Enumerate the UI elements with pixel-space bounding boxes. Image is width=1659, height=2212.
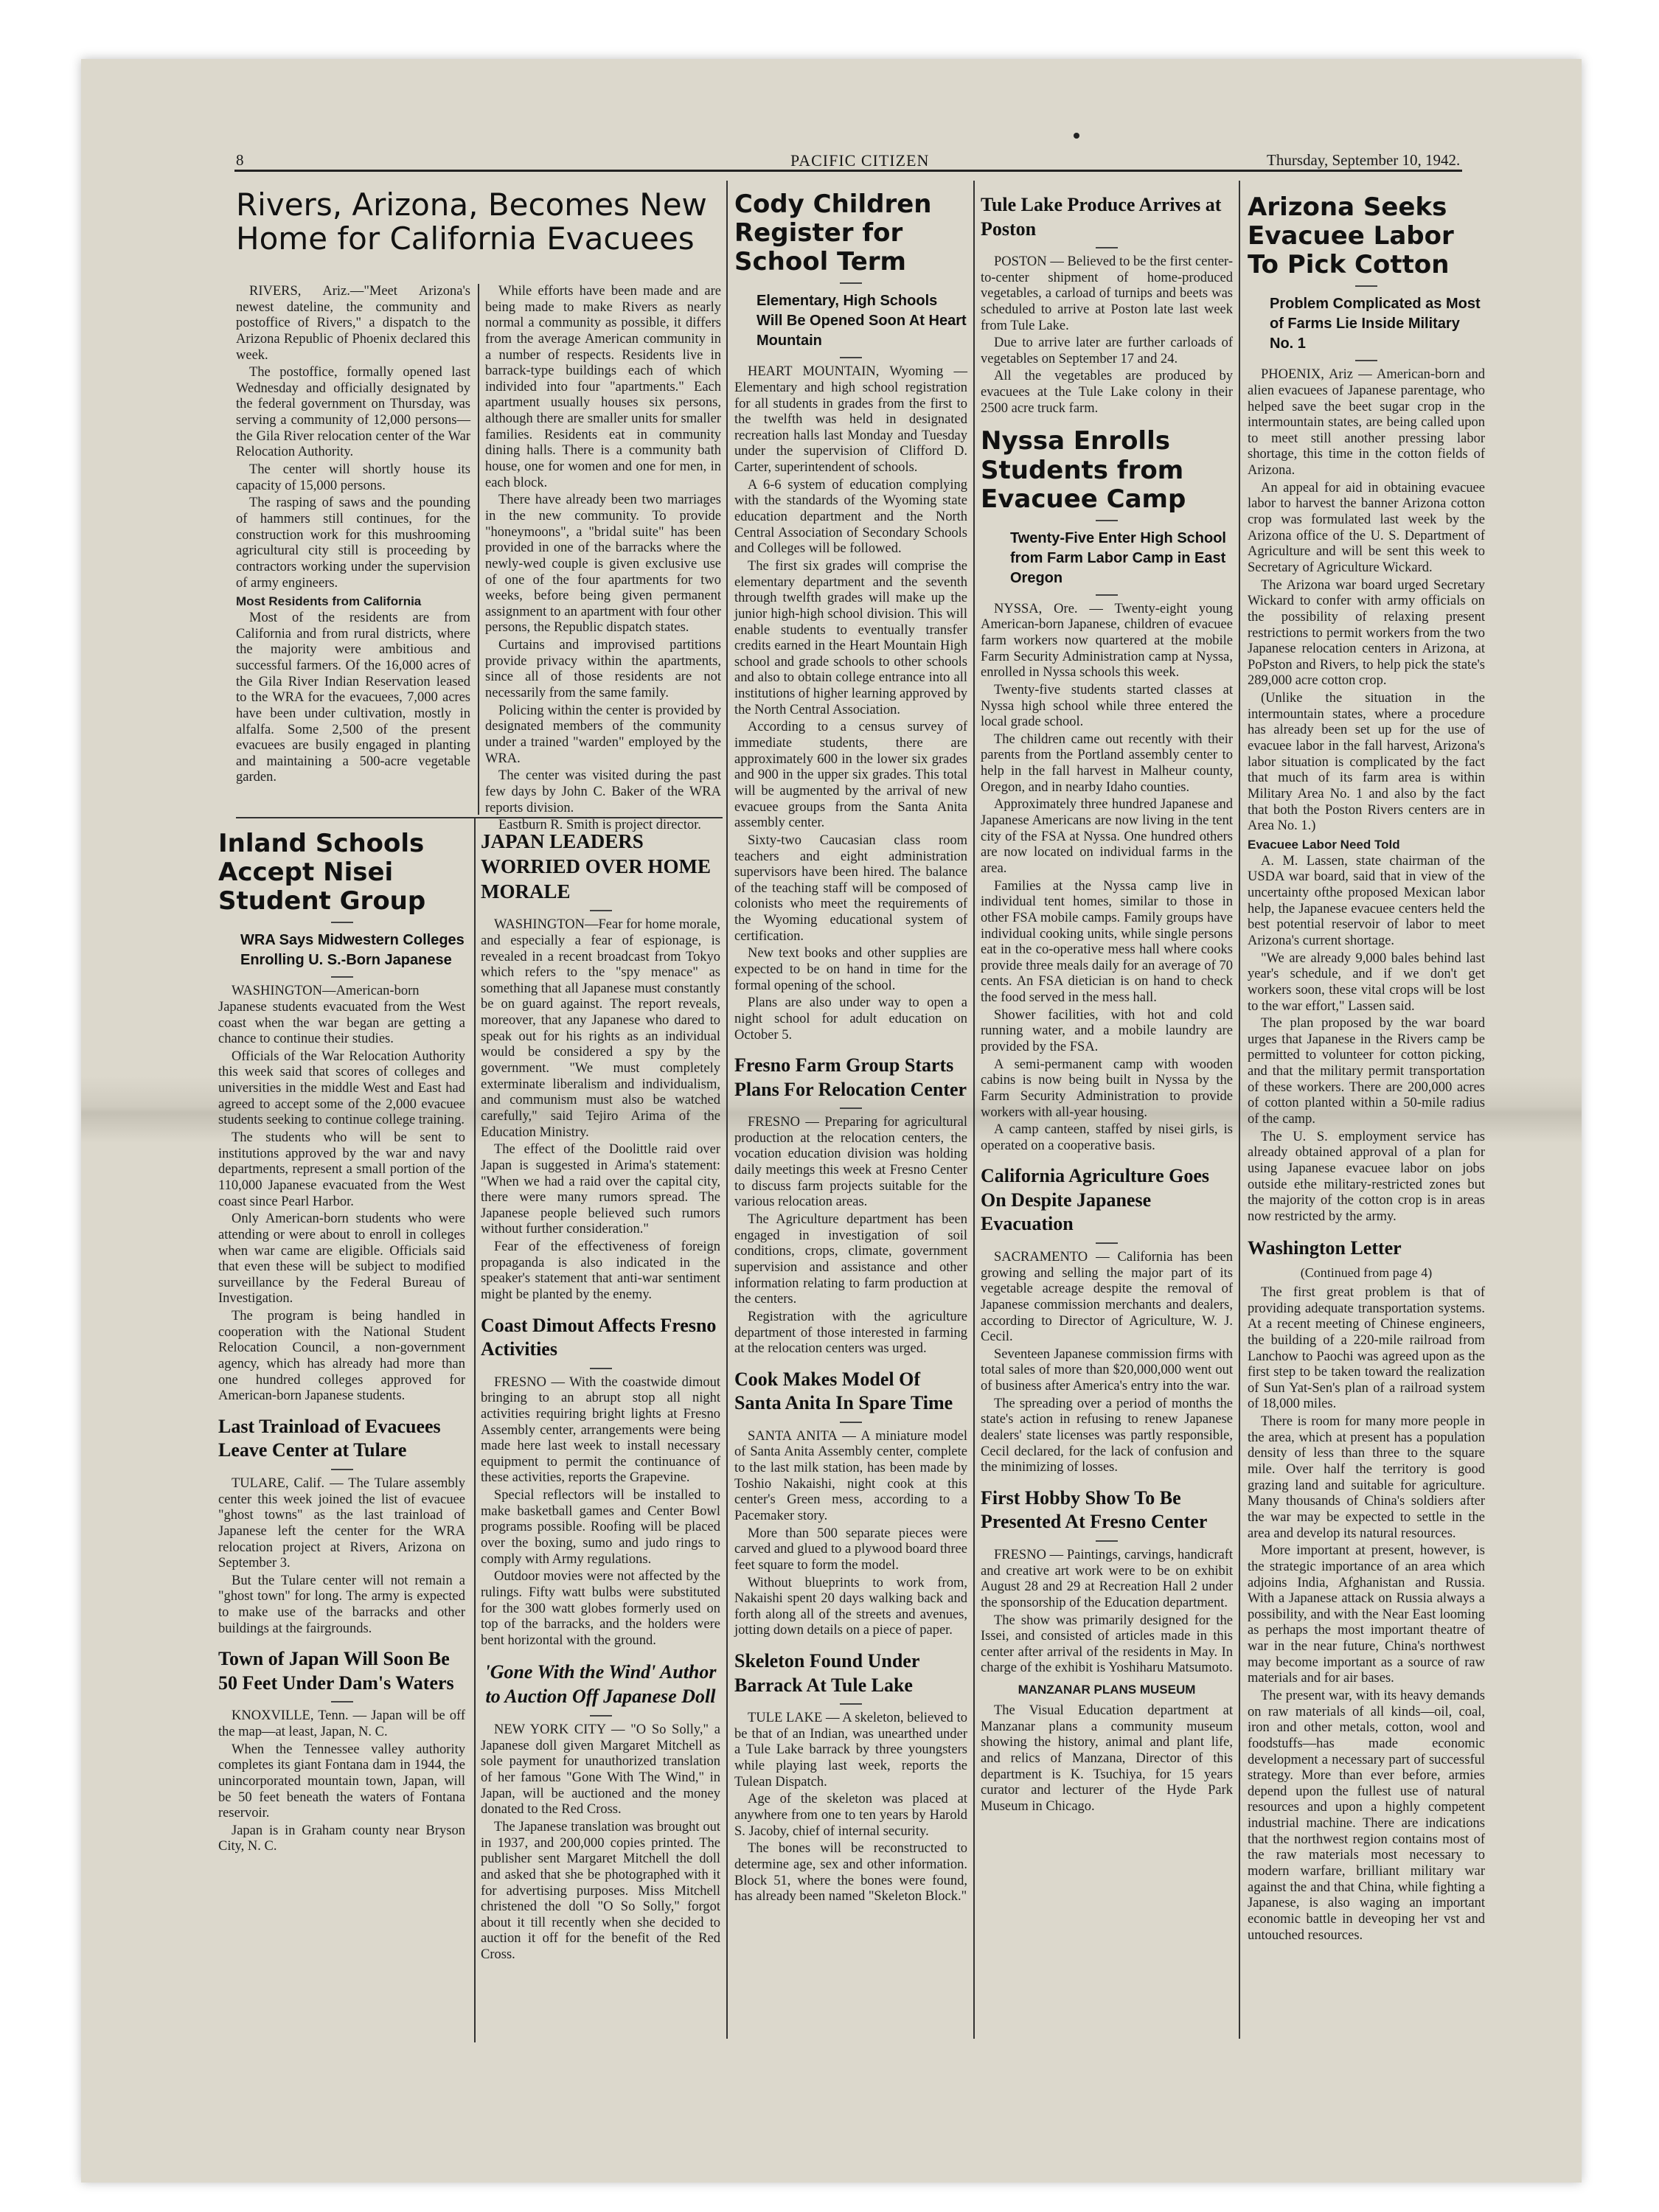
paragraph: SACRAMENTO — California has been growing and selling the major part of its vegetable acreage despite the removal of Japanese commission merchants and dealers, according to Director of Agriculture, W. J. Cecil. [981,1249,1233,1345]
column-rule [478,284,479,815]
divider [1096,1540,1118,1542]
rivers-column-2 [485,284,721,833]
paragraph: The first six grades will comprise the elementary department and the seventh through twelfth grades will make up the junior high-high school division. This will enable students to eventually transfer credits earned in the Heart Mountain High school and grade schools to other schools and also to obtain college entrance into all institutions of higher learning approved by the North Central Association. [734,558,967,717]
column-5 [1248,193,1485,2037]
deck: WRA Says Midwestern Colleges Enrolling U. S.-Born Japanese [240,932,465,969]
paragraph: Registration with the agriculture department of those interested in farming at the relocation centers was urged. [734,1309,967,1357]
paragraph: An appeal for aid in obtaining evacuee labor to harvest the banner Arizona cotton crop was formulated last week by the Arizona office of the U. S. Department of Agriculture and will be sent this week to Secretary of Agriculture Wickard. [1248,480,1485,575]
divider [331,976,353,978]
headline: Last Trainload of Evacuees Leave Center at Tulare [218,1415,441,1461]
paragraph: FRESNO — Paintings, carvings, handicraft and creative art work were to be on exhibit August 28 and 29 at Recreation Hall 2 under the sponsorship of the Education department. [981,1547,1233,1610]
divider [840,282,862,284]
paragraph: The postoffice, formally opened last Wednesday and officially designated by the federal government on Thursday, was serving a community of 12,000 persons—the Gila River relocation center of the War Relocation Authority. [236,365,470,460]
paragraph: A semi-permanent camp with wooden cabins is now being built in Nyssa by the Farm Security Administration to provide workers with all-year housing. [981,1057,1233,1120]
divider [590,1715,612,1717]
paragraph: The program is being handled in cooperation with the National Student Relocation Council, a non-government agency, which has already had more than one hundred colleges approved for American-born Japanese students. [218,1309,465,1404]
paragraph: According to a census survey of immediate students, there are approximately 600 in the lower six grades and 900 in the upper six grades. This total will be augmented by the arrival of new evacuee groups from the Santa Anita assembly center. [734,720,967,831]
paragraph: Only American-born students who were attending or were about to enroll in colleges when war came are eligible. Officials said that even these will be subject to modified surveillance by the Federal Bureau of Investigation. [218,1211,465,1307]
paragraph: Shower facilities, with hot and cold running water, and a mobile laundry are provided by the FSA. [981,1007,1233,1054]
continued-note: (Continued from page 4) [1300,1265,1433,1280]
paragraph: Curtains and improvised partitions provide privacy within the apartments, since all of those residents are not necessarily from the same family. [485,638,721,701]
divider [1096,247,1118,248]
headline: Washington Letter [1248,1237,1402,1259]
paragraph: The effect of the Doolittle raid over Japan is suggested in Arima's statement: "When we had a raid over the capital city, there were many rumors spread. The Japanese people believed such rumors without further consideration." [481,1142,720,1237]
divider [1355,285,1377,287]
paragraph: Twenty-five students started classes at Nyssa high school while three entered the local grade school. [981,682,1233,730]
headline: Nyssa Enrolls Students from Evacuee Camp [981,426,1186,514]
paragraph: Without blueprints to work from, Nakaishi spent 20 days walking back and forth along all of the streets and avenues, jotting down details on a piece of paper. [734,1575,967,1638]
paragraph: PHOENIX, Ariz — American-born and alien evacuees of Japanese parentage, who helped save the beet sugar crop in the intermountain states, are being called upon to meet still another pressing labor shortage, this time in the cotton fields of Arizona. [1248,367,1485,479]
headline: Cook Makes Model Of Santa Anita In Spare Time [734,1368,953,1414]
divider [1096,520,1118,521]
paragraph: The bones will be reconstructed to determine age, sex and other information. Block 51, where the bones were found, has already been named "Skeleton Block." [734,1841,967,1905]
paragraph: There is room for many more people in the area, which at present has a population density of less than three to the square mile. Over half the territory is good grazing land and suitable for agriculture. Many thousands of China's soldiers after the war may be expected to settle in the area and develop its natural resources. [1248,1414,1485,1541]
headline: Inland Schools Accept Nisei Student Group [218,829,426,917]
paragraph: Officials of the War Relocation Authority this week said that scores of colleges and universities in the middle West and East had agreed to accept some of the 2,000 evacuee students seeking to continue college training. [218,1048,465,1128]
paragraph: HEART MOUNTAIN, Wyoming —Elementary and high school registration for all students in grades from the first to the twelfth was held in designated recreation halls last Monday and Tuesday under the supervision of Clifford D. Carter, superintendent of schools. [734,364,967,476]
paragraph: The show was primarily designed for the Issei, and consisted of articles made in this center after arrival of the residents in May. In charge of the exhibit is Yoshiharu Matsumoto. [981,1613,1233,1676]
divider [840,1107,862,1109]
paragraph: The first great problem is that of providing adequate transportation systems. At a recent meeting of Chinese engineers, the building of a 220-mile railroad from Lanchow to Paochi was agreed upon as the first step to be taken toward the realization of Sun Yat-Sen's plan of a railroad system of 18,000 miles. [1248,1284,1485,1412]
headline: First Hobby Show To Be Presented At Fresno Center [981,1486,1208,1533]
headline: JAPAN LEADERS WORRIED OVER HOME MORALE [481,830,712,902]
column-2-lower [481,830,720,2039]
rivers-article [236,188,723,256]
headline: Tule Lake Produce Arrives at Poston [981,194,1222,240]
deck: Twenty-Five Enter High School from Farm Labor Camp in East Oregon [1010,529,1226,586]
column-4 [981,193,1233,2037]
headline: Town of Japan Will Soon Be 50 Feet Under Dam's Waters [218,1648,454,1694]
paragraph: Approximately three hundred Japanese and Japanese Americans are now living in the tent city of the FSA at Nyssa. One hundred others are now located on individual farms in the area. [981,797,1233,876]
paragraph: But the Tulare center will not remain a "ghost town" for long. The army is expected to make use of the barracks and other buildings at the fairgrounds. [218,1573,465,1636]
paragraph: RIVERS, Ariz.—"Meet Arizona's newest dateline, the community and postoffice of Rivers," a dispatch to the Arizona Republic of Phoenix declared this week. [236,284,470,363]
paragraph: Outdoor movies were not affected by the rulings. Fifty watt bulbs were substituted for the 300 watt globes formerly used on top of the barracks, and the holders were bent horizontal with the ground. [481,1569,720,1648]
paragraph: NYSSA, Ore. — Twenty-eight young American-born Japanese, children of evacuee farm workers now quartered at the mobile Farm Security Administration camp at Nyssa, enrolled in Nyssa schools this week. [981,601,1233,681]
column-rule [973,181,975,2039]
paragraph: The center will shortly house its capacity of 15,000 persons. [236,462,470,493]
paragraph: KNOXVILLE, Tenn. — Japan will be off the map—at least, Japan, N. C. [218,1708,465,1739]
divider [840,1703,862,1705]
divider [590,910,612,911]
column-3 [734,190,967,2034]
headline: Rivers, Arizona, Becomes New Home for California Evacuees [236,187,707,257]
paragraph: The Arizona war board urged Secretary Wickard to confer with army officials on the possibility of relaxing present restrictions to permit workers from the two Japanese relocation centers in Arizona, at PoPston and Rivers, to help pick the state's 289,000 acre cotton crop. [1248,577,1485,689]
paragraph: TULE LAKE — A skeleton, believed to be that of an Indian, was unearthed under a Tule Lake barrack by three youngsters while playing last week, reports the Tulean Dispatch. [734,1711,967,1790]
paragraph: More than 500 separate pieces were carved and glued to a plywood board three feet square to form the model. [734,1526,967,1573]
headline: Fresno Farm Group Starts Plans For Relocation Center [734,1054,967,1100]
paragraph: The spreading over a period of months the state's action in refusing to renew Japanese dealers' state licenses was partly responsible, Cecil declared, for the lack of confusion and the minimizing of losses. [981,1396,1233,1475]
paragraph: Families at the Nyssa camp live in individual tent homes, similar to those in other FSA mobile camps. Family groups have individual cooking units, while single persons eat in the co-operative mess hall where cooks provide three meals daily for an average of 70 cents. An FSA dietician is on hand to check the food served in the mess hall. [981,878,1233,1006]
paragraph: WASHINGTON—Fear for home morale, and especially a fear of espionage, is revealed in a recent broadcast from Tokyo which refers to the "spy menace" as something that all Japanese must constantly be on guard against. The report reveals, moreover, that any Japanese who dared to speak out for his rights as an individual would be considered a spy by the government. "We must completely exterminate liberalism and individualism, and communism must also be watched carefully," said Tejiro Arima of the Education Ministry. [481,917,720,1140]
paragraph: FRESNO — Preparing for agricultural production at the relocation centers, the vocation education division was holding daily meetings this week at Fresno Center to discuss farm projects suitable for the various relocation areas. [734,1115,967,1210]
paragraph: The Visual Education department at Manzanar plans a community museum showing the history, animal and plant life, and relics of Manzana, Director of this department is K. Tsuchiya, for 15 years curator and lecturer of the Hyde Park Museum in Chicago. [981,1703,1233,1814]
divider [1096,594,1118,596]
subhead: Most Residents from California [236,594,422,609]
divider [840,357,862,358]
headline: 'Gone With the Wind' Author to Auction Off Japanese Doll [484,1660,717,1708]
paragraph: The Japanese translation was brought out in 1937, and 200,000 copies printed. The publisher sent Margaret Mitchell the doll and asked that she be photographed with it for advertising purposes. Miss Mitchell christened the doll "O So Solly," forgot about it till recently when she decided to auction it off for the benefit of the Red Cross. [481,1819,720,1963]
paragraph: There have already been two marriages in the new community. To provide "honeymoons", a "bridal suite" has been provided in one of the barracks where the newly-wed couple is given exclusive use of one of the four apartments for two weeks, before being given permanent assignment to an apartment with four other persons, the Republic dispatch states. [485,493,721,636]
divider [1096,1242,1118,1244]
paragraph: WASHINGTON—American-born Japanese students evacuated from the West coast when the war began are getting a chance to continue their studies. [218,984,465,1047]
paragraph: FRESNO — With the coastwide dimout bringing to an abrupt stop all night activities requiring bright lights at Fresno Assembly center, arrangements were being made here last week to install necessary equipment to permit the continuance of these activities, reports the Grapevine. [481,1374,720,1486]
punch-hole [1074,133,1079,139]
deck: Elementary, High Schools Will Be Opened Soon At Heart Mountain [757,293,967,349]
subhead: MANZANAR PLANS MUSEUM [1018,1683,1196,1697]
paragraph: The Agriculture department has been engaged in investigation of soil conditions, crops, climate, government supervision and assistance and other information relating to farm production at the centers. [734,1212,967,1307]
paragraph: The students who will be sent to institutions approved by the war and navy departments, represent a small portion of the 110,000 Japanese evacuated from the West coast since Pearl Harbor. [218,1130,465,1209]
deck: Problem Complicated as Most of Farms Lie Inside Military No. 1 [1270,296,1481,352]
divider [840,1422,862,1423]
paragraph: Japan is in Graham county near Bryson City, N. C. [218,1823,465,1854]
paragraph: When the Tennessee valley authority completes its giant Fontana dam in 1944, the unincorporated mountain town, Japan, will be 50 feet beneath the waters of Fontana reservoir. [218,1742,465,1821]
paragraph: Seventeen Japanese commission firms with total sales of more than $20,000,000 went out of business after America's entry into the war. [981,1346,1233,1394]
column-rule [1239,181,1240,2039]
divider [331,922,353,923]
paragraph: (Unlike the situation in the intermountain states, where a procedure has already been set up for the use of evacuee labor in the fall harvest, Arizona's labor situation is complicated by the fact that much of its farm area is within Military Area No. 1 and also by the fact that both the Poston Rivers centers are in Area No. 1.) [1248,691,1485,834]
paragraph: SANTA ANITA — A miniature model of Santa Anita Assembly center, complete to the last milk station, has been made by Toshio Nakaishi, night cook at this center's Green mess, according to a Pacemaker story. [734,1428,967,1523]
divider [1355,360,1377,361]
paragraph: A. M. Lassen, state chairman of the USDA war board, said that in view of the uncertainty ofthe proposed Mexican labor help, the Japanese evacuee centers held the best potential reservoir of labor to meet Arizona's current shortage. [1248,853,1485,948]
paragraph: A camp canteen, staffed by nisei girls, is operated on a cooperative basis. [981,1122,1233,1153]
paragraph: While efforts have been made and are being made to make Rivers as nearly normal a community as possible, it differs from the average American community in a number of respects. Residents live in barrack-type buildings each of which individed into four "apartments." Each apartment usually houses six persons, although there are smaller units for smaller families. Residents eat in community dining halls. There is a community bath house, one for women and one for men, in each block. [485,284,721,490]
divider [331,1469,353,1470]
paragraph: Eastburn R. Smith is project director. [498,818,701,833]
paragraph: Policing within the center is provided by designated members of the community under a trained "warden" employed by the WRA. [485,703,721,766]
headline: Coast Dimout Affects Fresno Activities [481,1314,717,1360]
paragraph: Special reflectors will be installed to make basketball games and Center Bowl programs possible. Roofing will be placed over the boxing, sumo and judo rings to comply with Army regulations. [481,1488,720,1567]
headline: California Agriculture Goes On Despite Japanese Evacuation [981,1165,1210,1235]
paragraph: A 6-6 system of education complying with the standards of the Wyoming state education department and the North Central Association of Secondary Schools and Colleges will be followed. [734,477,967,557]
paragraph: NEW YORK CITY — "O So Solly," a Japanese doll given Margaret Mitchell as sole payment for unauthorized translation of her famous "Gone With The Wind," in Japan, will be auctioned and the money donated to the Red Cross. [481,1722,720,1818]
paragraph: The children came out recently with their parents from the Portland assembly center to help in the fall harvest in Malheur county, Oregon, and in nearby Idaho counties. [981,731,1233,795]
paragraph: More important at present, however, is the strategic importance of an area which adjoins India, Afghanistan and Russia. With a Japanese attack on Russia always a possibility, and with the Near East looming as perhaps the most important theatre of war in the near future, China's northwest may become important as a source of raw materials and for air bases. [1248,1543,1485,1686]
paragraph: The plan proposed by the war board urges that Japanese in the Rivers camp be permitted to volunteer for cotton picking, and that the military permit transportation of these workers. There are 200,000 acres of cotton planted within a 50-mile radius of the camp. [1248,1016,1485,1127]
paragraph: Fear of the effectiveness of foreign propaganda is also indicated in the speaker's statement that anti-war sentiment might be planted by the enemy. [481,1239,720,1302]
paragraph: TULARE, Calif. — The Tulare assembly center this week joined the list of evacuee "ghost towns" as the last trainload of Japanese left the center for the WRA relocation project at Rivers, Arizona on September 3. [218,1475,465,1571]
paper-name: PACIFIC CITIZEN [790,151,930,170]
headline: Cody Children Register for School Term [734,189,932,277]
page-number: 8 [236,151,244,169]
paragraph: The rasping of saws and the pounding of hammers still continues, for the construction work for this mushrooming agricultural city still is proceeding by contractors working under the supervision of army engineers. [236,495,470,591]
paragraph: All the vegetables are produced by evacuees at the Tule Lake colony in their 2500 acre truck farm. [981,369,1233,416]
masthead-rule [234,170,1462,172]
rivers-column-1 [236,284,470,815]
paragraph: Plans are also under way to open a night school for adult education on October 5. [734,995,967,1043]
paragraph: "We are already 9,000 bales behind last year's schedule, and if we don't get workers soon, these vital crops will be lost to the war effort," Lassen said. [1248,950,1485,1014]
column-rule [474,818,476,2042]
column-1-lower [218,830,465,2039]
divider [331,1701,353,1703]
column-rule [726,181,728,2039]
paragraph: POSTON — Believed to be the first center-to-center shipment of home-produced vegetables, a carload of turnips and beets was scheduled to arrive at Poston late last week from Tule Lake. [981,254,1233,333]
headline: Skeleton Found Under Barrack At Tule Lake [734,1650,919,1696]
paragraph: Most of the residents are from California and from rural districts, where the majority were ambitious and successful farmers. Of the 16,000 acres of the Gila River Indian Reservation leased to the WRA for the evacuees, 7,000 acres have been under cultivation, mostly in alfalfa. Some 2,500 of the present evacuees are busily engaged in planting and maintaining a 500-acre vegetable garden. [236,611,470,785]
paragraph: New text books and other supplies are expected to be on hand in time for the formal opening of the school. [734,946,967,993]
paragraph: The center was visited during the past few days by John C. Baker of the WRA reports division. [485,768,721,815]
divider [590,1368,612,1369]
paragraph: Age of the skeleton was placed at anywhere from one to ten years by Harold S. Jacoby, chief of internal security. [734,1792,967,1839]
subhead: Evacuee Labor Need Told [1248,837,1400,852]
paragraph: Sixty-two Caucasian class room teachers and eight administration supervisors have been hired. The balance of the teaching staff will be composed of colonists who meet the requirements of the Wyoming educational system of certification. [734,832,967,944]
headline: Arizona Seeks Evacuee Labor To Pick Cotton [1248,192,1454,280]
issue-date: Thursday, September 10, 1942. [1267,151,1461,169]
paragraph: The present war, with its heavy demands on raw materials of all kinds—oil, coal, iron and other metals, cotton, wool and foodstuffs—has made economic development a necessary part of successful strategy. More than ever before, armies depend upon the fullest use of natural resources and upon a highly competent industrial machine. There are indications that the northwest region contains most of the raw materials most necessary to modern warfare, brilliant military war against the and that China, while fighting a Japanese, is also waging an important economic battle in deveoping her vst and untouched resources. [1248,1688,1485,1943]
paragraph: Due to arrive later are further carloads of vegetables on September 17 and 24. [981,335,1233,366]
paragraph: The U. S. employment service has already obtained approval of a plan for using Japanese evacuee labor on jobs outside ethe military-restricted zones but the majority of the cotton crop is in areas now restricted by the army. [1248,1129,1485,1224]
